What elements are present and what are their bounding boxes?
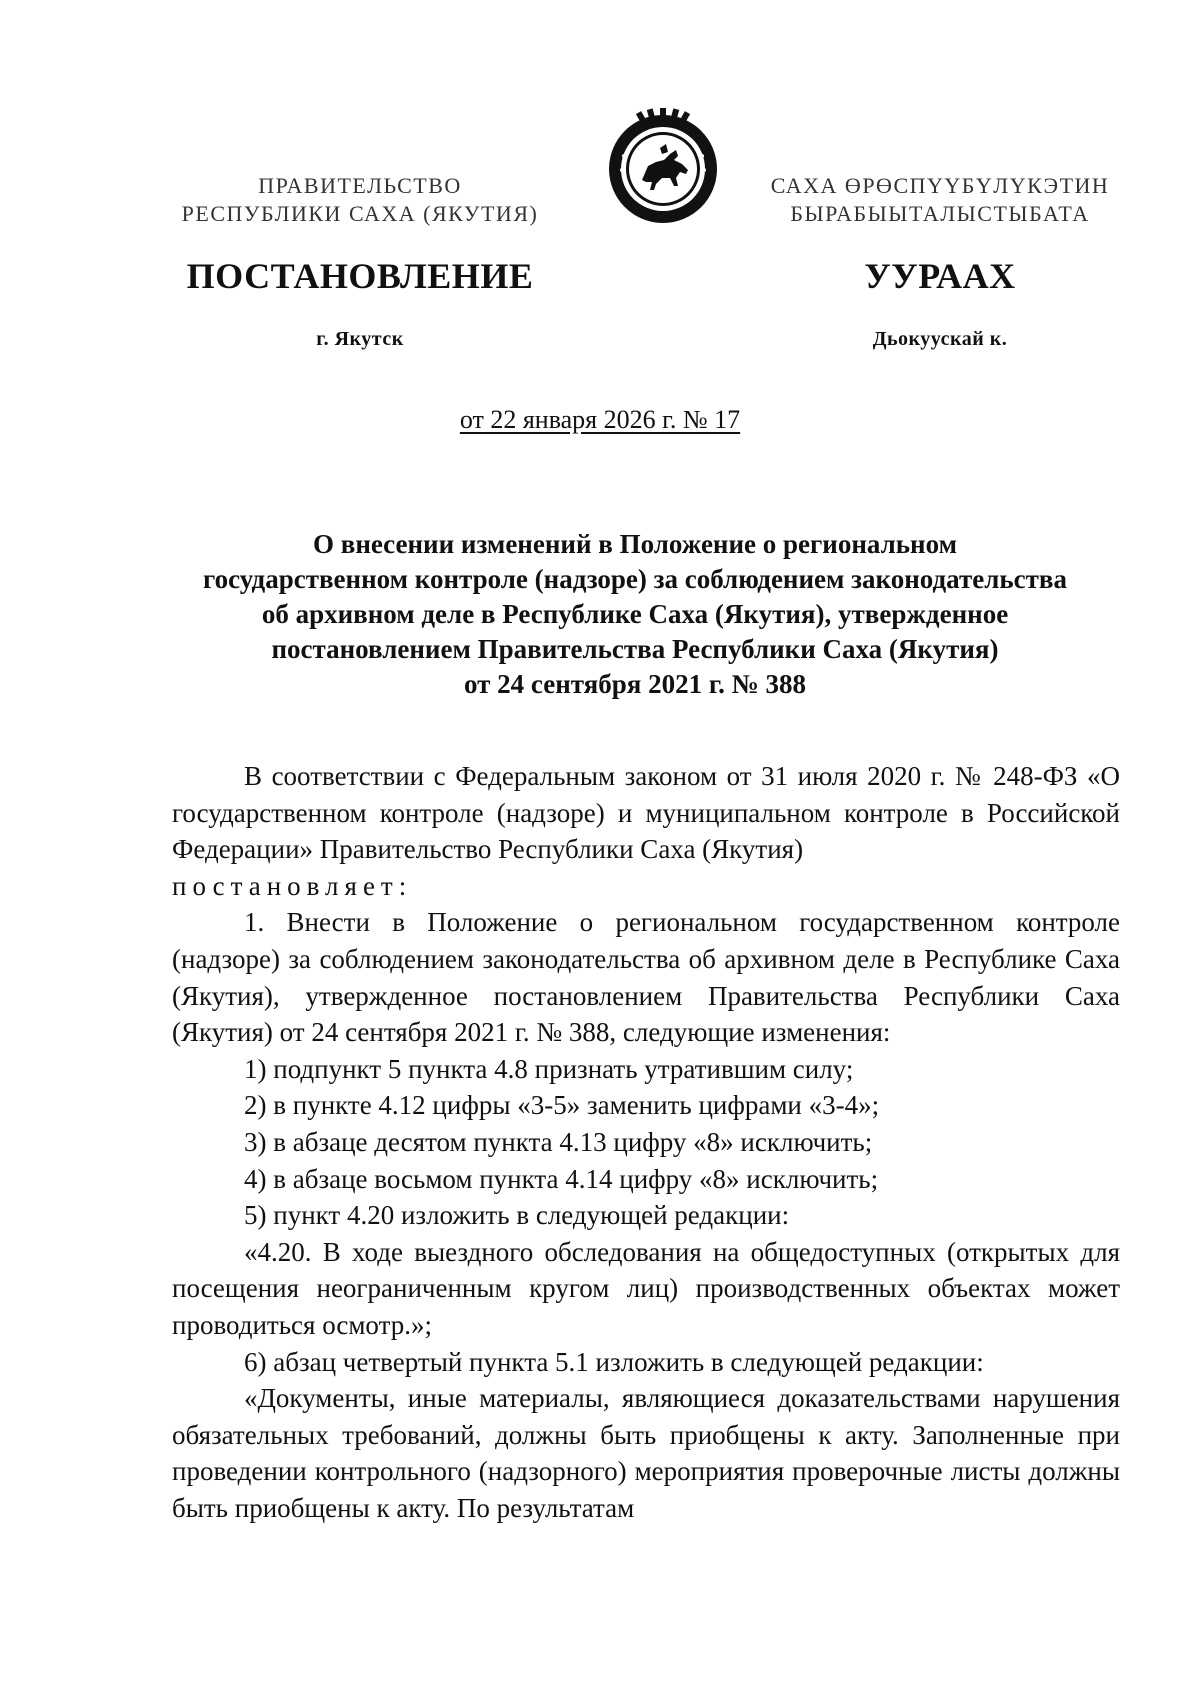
doc-type-sakha: УУРААХ: [864, 256, 1016, 296]
date-and-number: [0, 405, 1200, 435]
body-paragraph: «Документы, иные материалы, являющиеся доказательствами нарушения обязательных требований, должны быть приобщены к акту. Заполненные при проведении контрольного (надзорного) мероприятия проверочные листы должны быть приобщены к акту. По результатам: [172, 1383, 1120, 1523]
header-left-line-2: РЕСПУБЛИКИ САХА (ЯКУТИЯ): [181, 201, 539, 226]
title-line: О внесении изменений в Положение о региональном: [312, 529, 957, 559]
resolves-word: [172, 868, 1120, 905]
header-left-line-1: ПРАВИТЕЛЬСТВО: [258, 173, 462, 198]
title-line: от 24 сентября 2021 г. № 388: [464, 669, 806, 699]
title-line: постановлением Правительства Республики Саха (Якутия): [271, 634, 999, 664]
header-right-line-1: САХА ӨРӨСПҮҮБҮЛҮКЭТИН: [770, 173, 1110, 198]
body-paragraph: 6) абзац четвертый пункта 5.1 изложить в следующей редакции:: [244, 1346, 984, 1377]
body-paragraph: 4) в абзаце восьмом пункта 4.14 цифру «8» исключить;: [244, 1163, 879, 1194]
body-paragraph: 3) в абзаце десятом пункта 4.13 цифру «8» исключить;: [244, 1126, 873, 1157]
body-paragraph: 2) в пункте 4.12 цифры «3-5» заменить цифрами «3-4»;: [244, 1090, 880, 1121]
header-government-sakha: [740, 172, 1140, 228]
document-body: [172, 758, 1120, 1526]
title-line: государственном контроле (надзоре) за соблюдением законодательства: [203, 564, 1067, 594]
body-paragraph: 1) подпункт 5 пункта 4.8 признать утратившим силу;: [244, 1053, 854, 1084]
resolves-text: постановляет:: [172, 870, 413, 901]
body-paragraph: 5) пункт 4.20 изложить в следующей редакции:: [244, 1200, 790, 1231]
title-line: об архивном деле в Республике Саха (Якутия), утвержденное: [261, 599, 1009, 629]
body-paragraph: «4.20. В ходе выездного обследования на общедоступных (открытых для посещения неограниченным кругом лиц) производственных объектах может проводиться осмотр.»;: [172, 1236, 1120, 1340]
sakha-coat-of-arms-icon: [604, 108, 722, 226]
body-paragraph: 1. Внести в Положение о региональном государственном контроле (надзоре) за соблюдением законодательства об архивном деле в Республике Саха (Якутия), утвержденное постановлением Правительства Республики Саха (Якутия) от 24 сентября 2021 г. № 388, следующие изменения:: [172, 907, 1120, 1048]
city-ru: г. Якутск: [316, 328, 404, 350]
preamble-paragraph: В соответствии с Федеральным законом от 31 июля 2020 г. № 248-ФЗ «О государственном контроле (надзоре) и муниципальном контроле в Российской Федерации» Правительство Республики Саха (Якутия): [172, 761, 1120, 865]
document-title: [170, 527, 1100, 702]
header-government-ru: [140, 172, 580, 228]
header-right-line-2: БЫРАБЫЫТАЛЫСТЫБАТА: [790, 201, 1090, 226]
city-sakha: Дьокуускай к.: [872, 328, 1008, 350]
date-and-number-text: от 22 января 2026 г. № 17: [459, 405, 741, 434]
doc-type-ru: ПОСТАНОВЛЕНИЕ: [186, 256, 534, 296]
